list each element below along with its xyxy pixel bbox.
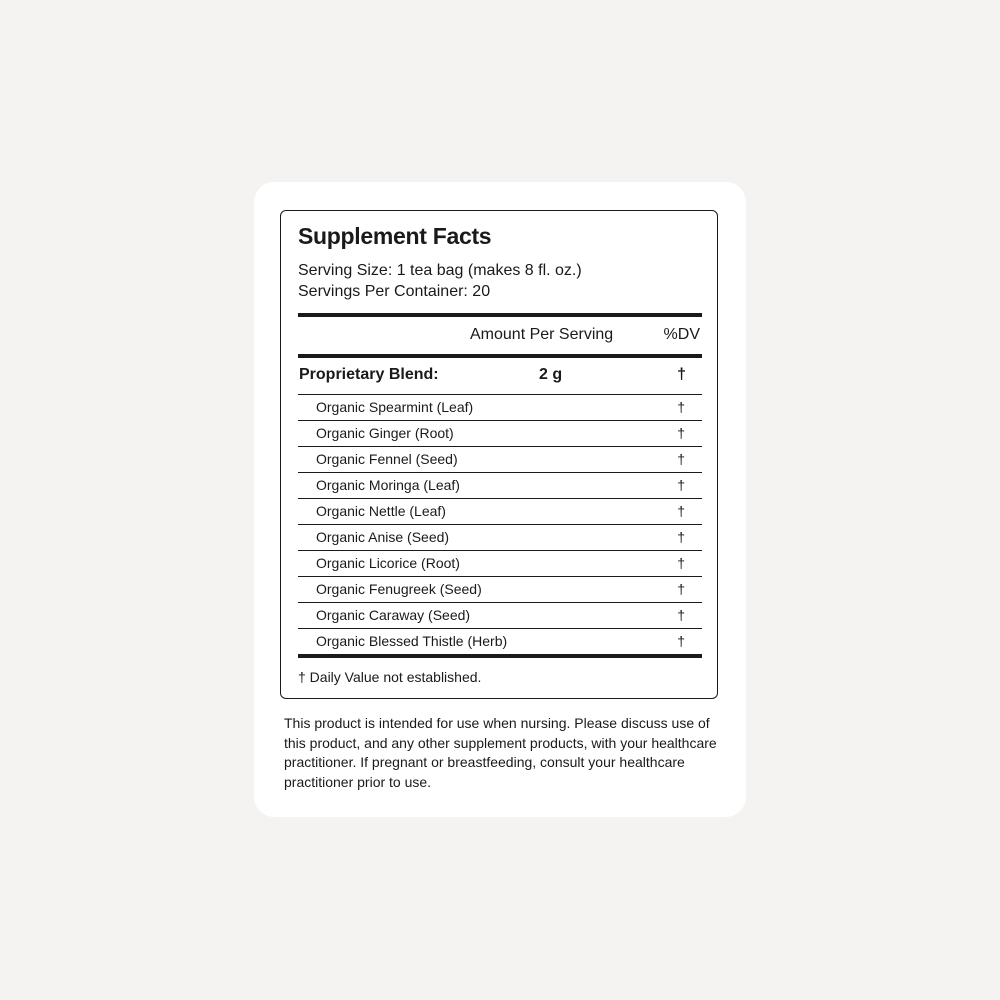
ingredient-row: [298, 498, 702, 524]
ingredient-row: [298, 550, 702, 576]
ingredient-dv: †: [677, 503, 685, 519]
ingredient-dv: †: [677, 529, 685, 545]
ingredient-row: [298, 602, 702, 628]
ingredient-name: Organic Fenugreek (Seed): [316, 581, 482, 597]
facts-title: Supplement Facts: [298, 223, 492, 249]
serving-info: [298, 260, 582, 302]
ingredient-row: [298, 394, 702, 420]
ingredient-name: Organic Fennel (Seed): [316, 451, 458, 467]
ingredient-dv: †: [677, 555, 685, 571]
ingredient-row: [298, 420, 702, 446]
ingredient-dv: †: [677, 451, 685, 467]
amount-per-serving-header: Amount Per Serving: [470, 326, 614, 343]
ingredient-name: Organic Anise (Seed): [316, 529, 450, 545]
ingredient-name: Organic Moringa (Leaf): [316, 477, 460, 493]
ingredient-dv: †: [677, 399, 685, 415]
ingredient-row: [298, 576, 702, 602]
ingredient-name: Organic Licorice (Root): [316, 555, 460, 571]
ingredient-row: [298, 524, 702, 550]
servings-per-container: Servings Per Container: 20: [298, 283, 491, 300]
ingredient-dv: †: [677, 477, 685, 493]
ingredient-dv: †: [677, 633, 685, 649]
ingredient-list: [298, 394, 702, 654]
ingredient-name: Organic Blessed Thistle (Herb): [316, 633, 508, 649]
serving-size: Serving Size: 1 tea bag (makes 8 fl. oz.): [298, 262, 582, 279]
ingredient-name: Organic Spearmint (Leaf): [316, 399, 474, 415]
disclaimer-text: This product is intended for use when nursing. Please discuss use of this product, and any other supplement products, with your healthcare practitioner. If pregnant or breastfeeding, consult your healthcare practitioner prior to use.: [284, 715, 717, 790]
thick-divider-middle: [298, 354, 702, 358]
ingredient-dv: †: [677, 581, 685, 597]
blend-name: Proprietary Blend:: [299, 366, 439, 383]
proprietary-blend-row: [298, 366, 702, 394]
ingredient-name: Organic Caraway (Seed): [316, 607, 471, 623]
thick-divider-top: [298, 313, 702, 317]
ingredient-dv: †: [677, 425, 685, 441]
blend-dv: †: [677, 366, 686, 383]
label-card: [254, 182, 746, 817]
blend-amount: 2 g: [539, 366, 563, 383]
ingredient-row: [298, 628, 702, 654]
dv-footnote: † Daily Value not established.: [298, 669, 482, 685]
ingredient-name: Organic Nettle (Leaf): [316, 503, 446, 519]
dv-header: %DV: [663, 326, 700, 343]
ingredient-row: [298, 446, 702, 472]
ingredient-dv: †: [677, 607, 685, 623]
thick-divider-bottom: [298, 654, 702, 658]
supplement-facts-panel: [280, 210, 718, 699]
ingredient-name: Organic Ginger (Root): [316, 425, 454, 441]
ingredient-row: [298, 472, 702, 498]
